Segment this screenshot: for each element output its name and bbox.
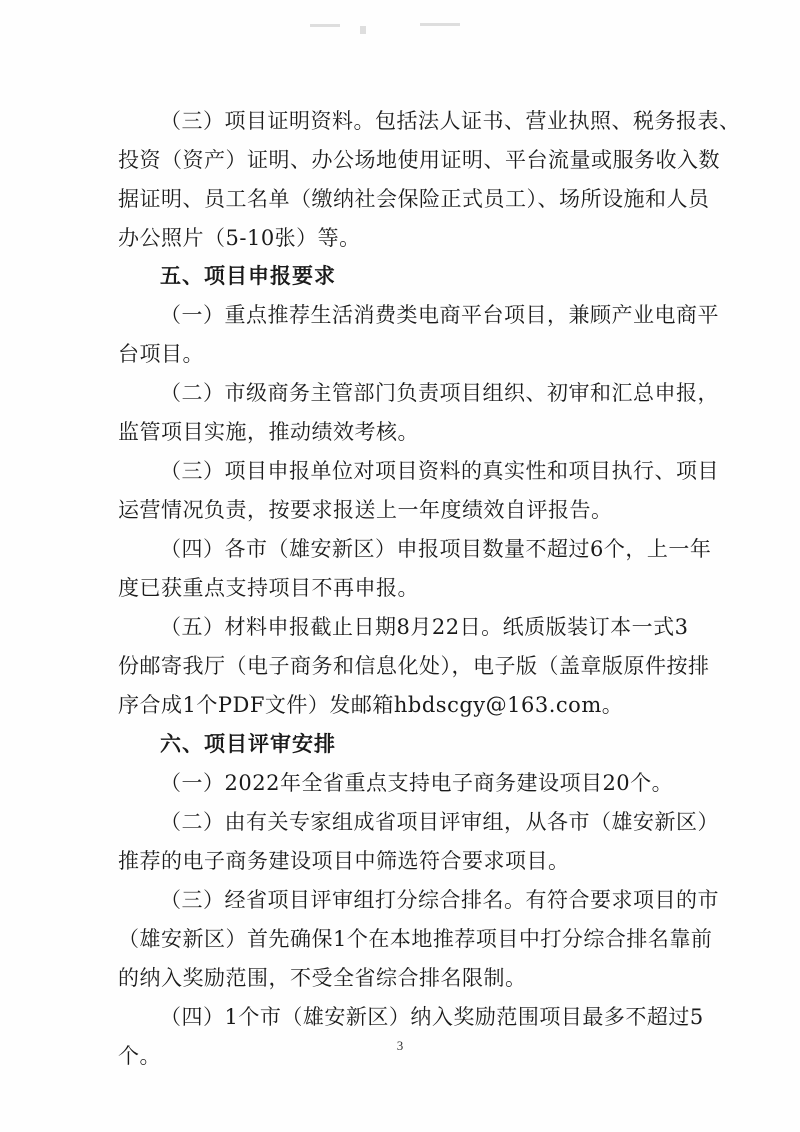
paragraph-line: （三）项目申报单位对项目资料的真实性和项目执行、项目 [160, 459, 719, 483]
page-number: 3 [396, 1038, 404, 1053]
paragraph-line: （五）材料申报截止日期8月22日。纸质版装订本一式3 [160, 615, 689, 639]
paragraph-line: （三）经省项目评审组打分综合排名。有符合要求项目的市 [160, 888, 719, 912]
paragraph-line: （一）2022年全省重点支持电子商务建设项目20个。 [160, 771, 674, 795]
scan-artifact [300, 14, 500, 44]
paragraph-line: （二）市级商务主管部门负责项目组织、初审和汇总申报， [160, 381, 719, 405]
paragraph-line: （一）重点推荐生活消费类电商平台项目，兼顾产业电商平 [160, 303, 719, 327]
paragraph-line: 台项目。 [118, 342, 204, 366]
paragraph-line: 个。 [118, 1044, 161, 1068]
paragraph-line: 度已获重点支持项目不再申报。 [118, 576, 419, 600]
paragraph-line: 监管项目实施，推动绩效考核。 [118, 420, 419, 444]
paragraph-line: 的纳入奖励范围，不受全省综合排名限制。 [118, 966, 527, 990]
paragraph-line: 份邮寄我厅（电子商务和信息化处），电子版（盖章版原件按排 [118, 654, 710, 678]
paragraph-line: 据证明、员工名单（缴纳社会保险正式员工）、场所设施和人员 [118, 187, 710, 211]
paragraph-line: 序合成1个PDF文件）发邮箱hbdscgy@163.com。 [118, 693, 624, 717]
paragraph-line: 推荐的电子商务建设项目中筛选符合要求项目。 [118, 849, 570, 873]
section-heading-5: 五、项目申报要求 [160, 264, 336, 288]
paragraph-line: （四）1个市（雄安新区）纳入奖励范围项目最多不超过5 [160, 1005, 704, 1029]
paragraph-line: （雄安新区）首先确保1个在本地推荐项目中打分综合排名靠前 [118, 927, 713, 951]
paragraph-line: （二）由有关专家组成省项目评审组，从各市（雄安新区） [160, 810, 719, 834]
paragraph-line: 运营情况负责，按要求报送上一年度绩效自评报告。 [118, 498, 613, 522]
paragraph-line: （三）项目证明资料。包括法人证书、营业执照、税务报表、 [160, 109, 741, 133]
paragraph-line: （四）各市（雄安新区）申报项目数量不超过6个，上一年 [160, 537, 712, 561]
paragraph-line: 办公照片（5-10张）等。 [118, 226, 361, 250]
paragraph-line: 投资（资产）证明、办公场地使用证明、平台流量或服务收入数 [118, 148, 720, 172]
section-heading-6: 六、项目评审安排 [160, 732, 336, 756]
